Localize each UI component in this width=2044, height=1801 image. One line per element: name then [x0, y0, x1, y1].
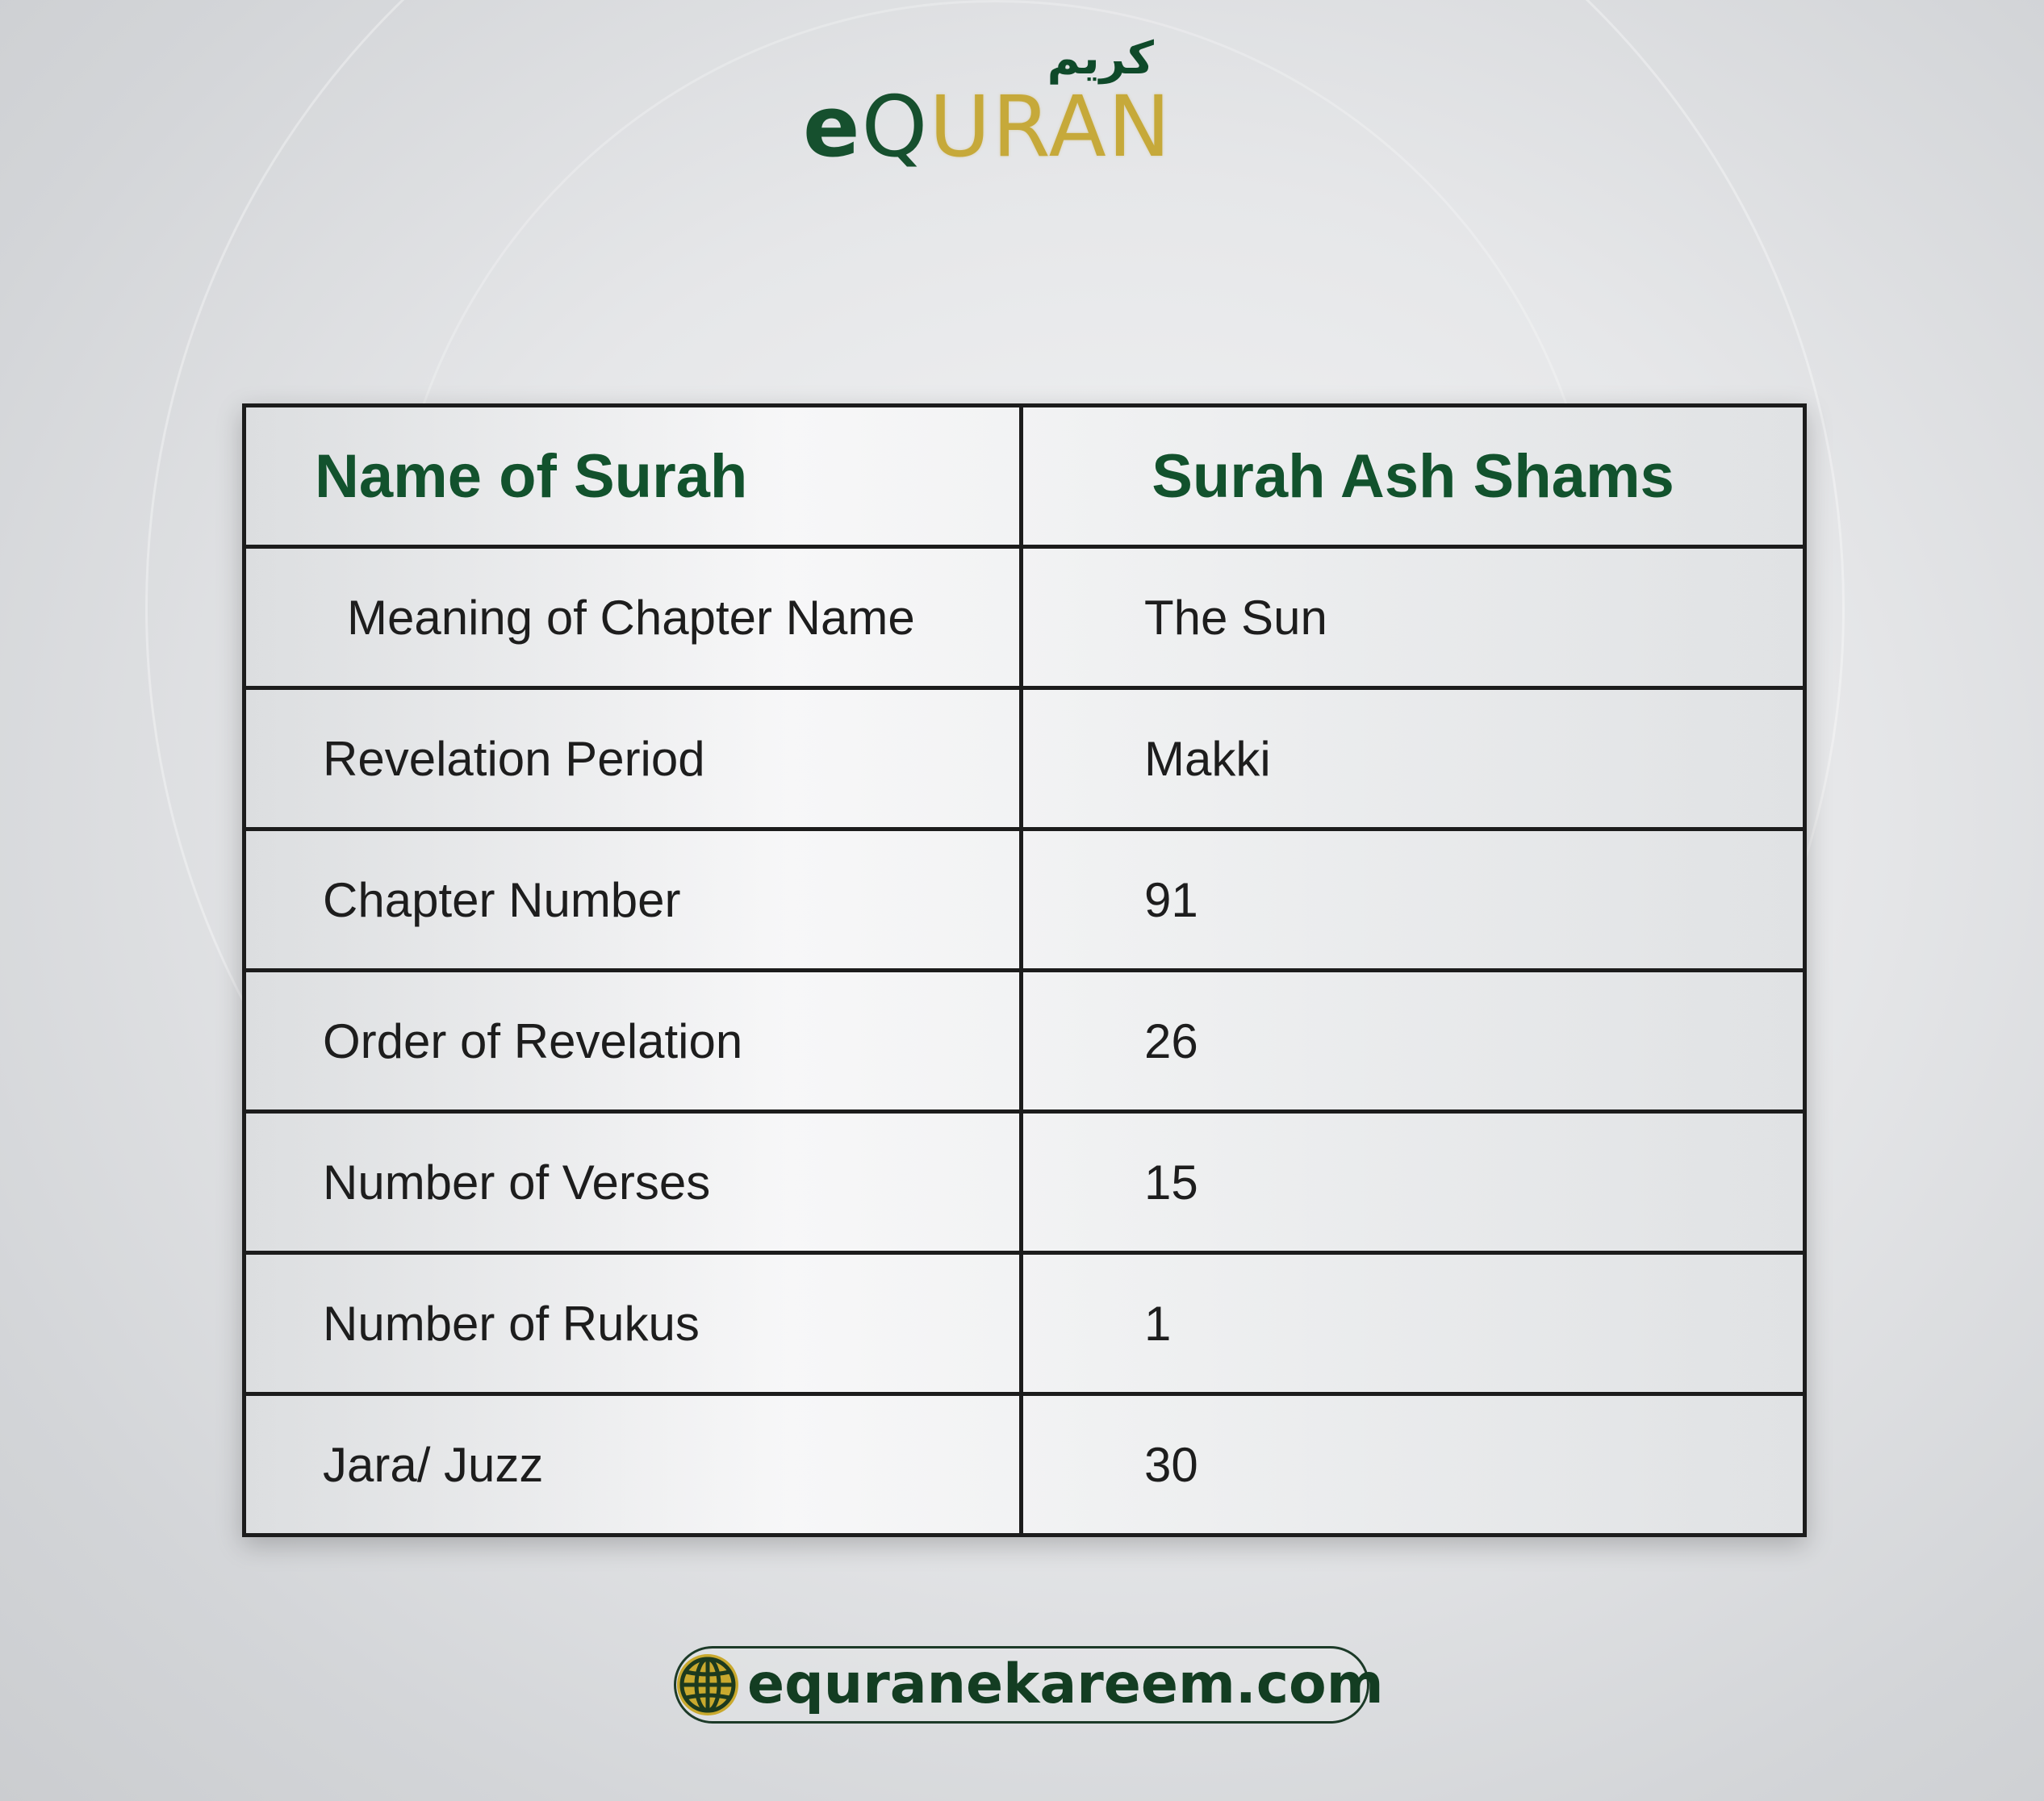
row-value-juzz: 30: [1022, 1394, 1805, 1536]
row-label-meaning: Meaning of Chapter Name: [245, 547, 1022, 688]
row-label-revelation-period: Revelation Period: [245, 688, 1022, 829]
row-value-revelation-period: Makki: [1022, 688, 1805, 829]
table-row: [245, 1253, 1805, 1394]
table-row: [245, 1112, 1805, 1253]
row-value-meaning: The Sun: [1022, 547, 1805, 688]
logo-letters-uran: URAN: [929, 77, 1172, 176]
surah-info-table: [242, 403, 1807, 1537]
row-value-order-of-revelation: 26: [1022, 971, 1805, 1112]
logo-arabic-text: كريم: [1047, 32, 1154, 85]
logo-wordmark: [803, 77, 1172, 176]
row-label-order-of-revelation: Order of Revelation: [245, 971, 1022, 1112]
logo-letter-e: e: [803, 77, 862, 176]
header-label-cell: Name of Surah: [245, 406, 1022, 547]
header-value-cell: Surah Ash Shams: [1022, 406, 1805, 547]
globe-icon: [673, 1650, 742, 1720]
row-label-number-of-rukus: Number of Rukus: [245, 1253, 1022, 1394]
website-link[interactable]: [674, 1646, 1384, 1724]
table-header-row: [245, 406, 1805, 547]
row-value-number-of-rukus: 1: [1022, 1253, 1805, 1394]
row-label-number-of-verses: Number of Verses: [245, 1112, 1022, 1253]
logo-letter-q: Q: [861, 77, 930, 176]
website-url[interactable]: equranekareem.com: [747, 1653, 1384, 1716]
row-value-number-of-verses: 15: [1022, 1112, 1805, 1253]
table-row: [245, 829, 1805, 971]
row-label-juzz: Jara/ Juzz: [245, 1394, 1022, 1536]
row-value-chapter-number: 91: [1022, 829, 1805, 971]
table-row: [245, 971, 1805, 1112]
equran-logo: [803, 32, 1172, 176]
table-row: [245, 547, 1805, 688]
row-label-chapter-number: Chapter Number: [245, 829, 1022, 971]
table-row: [245, 1394, 1805, 1536]
table-row: [245, 688, 1805, 829]
